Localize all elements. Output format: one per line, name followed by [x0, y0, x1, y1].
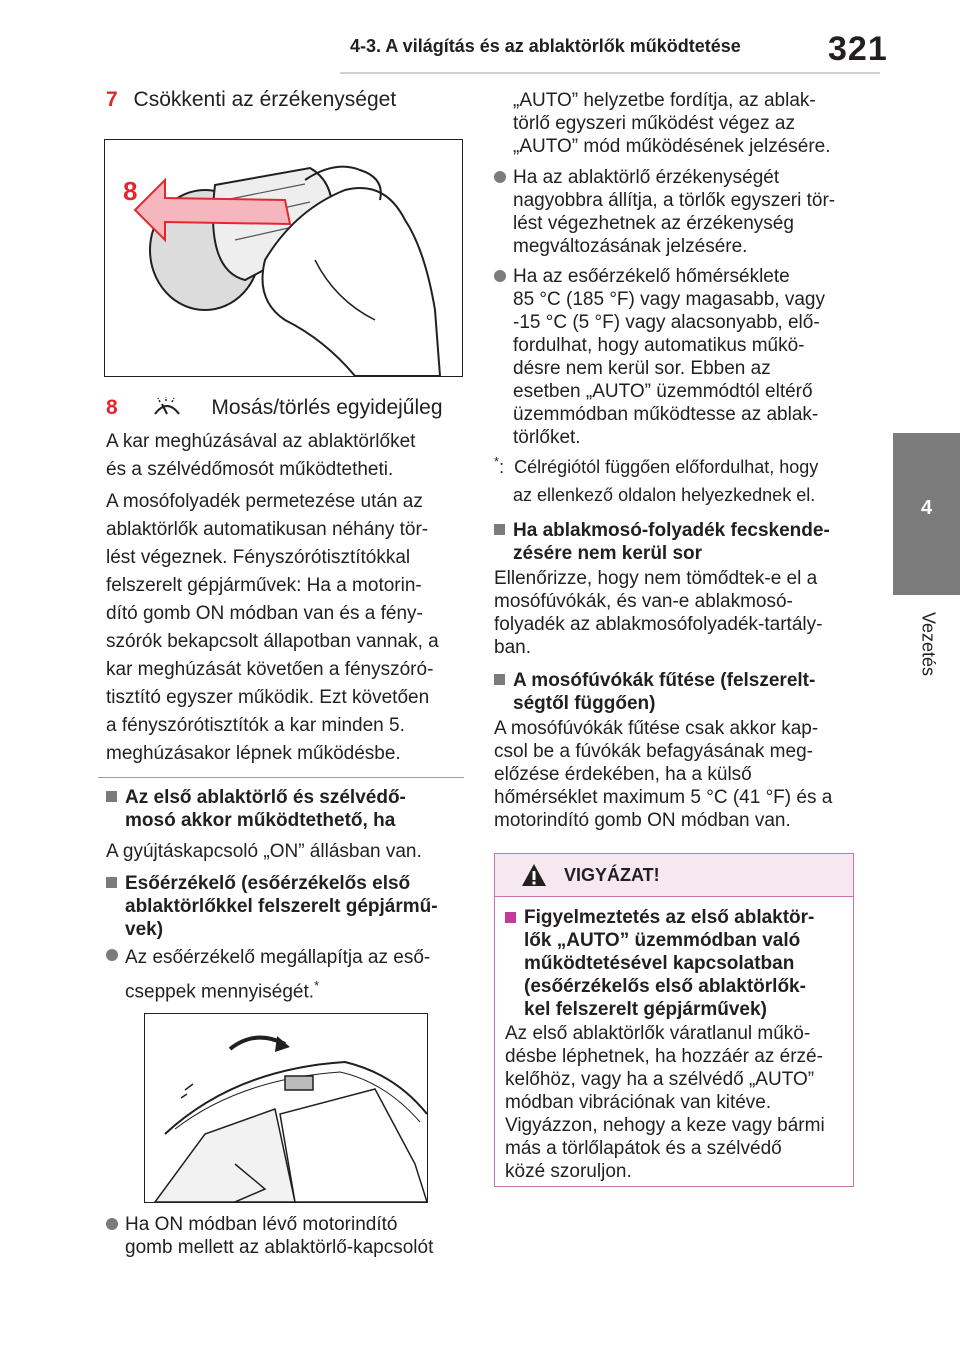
section-2-title [106, 872, 466, 941]
round-bullet-icon [494, 171, 506, 183]
text-line: csol be a fúvókák befagyásának meg- [494, 741, 813, 762]
footnote-mark: * [494, 454, 500, 469]
text-line: Vigyázzon, nehogy a keze vagy bármi [505, 1115, 825, 1136]
section-title-line: vek) [125, 919, 164, 940]
item-7-text: Csökkenti az érzékenységet [133, 88, 397, 111]
footnote-mark: * [314, 978, 320, 993]
text-line: folyadék az ablakmosófolyadék-tartály- [494, 614, 823, 635]
text-line: fordulhat, hogy automatikus műkö- [513, 335, 805, 356]
text-line: ban. [494, 637, 531, 658]
round-bullet-icon [494, 270, 506, 282]
auto-continuation [513, 89, 873, 158]
square-bullet-icon [505, 912, 516, 923]
text-line: Ha az esőérzékelő hőmérséklete [513, 266, 790, 287]
text-line: tisztító egyszer működik. Ezt követően [106, 687, 430, 708]
item-8-number: 8 [106, 396, 118, 419]
section-title-line: mosó akkor működtethető, ha [125, 810, 396, 831]
item-7 [106, 88, 396, 112]
section-title-line: A mosófúvókák fűtése (felszerelt- [513, 670, 816, 691]
text-line: törlő egyszeri működést végez az [513, 113, 795, 134]
text-line: Ha ON módban lévő motorindító [125, 1214, 398, 1235]
item-7-number: 7 [106, 88, 118, 111]
text-line: -15 °C (5 °F) vagy alacsonyabb, elő- [513, 312, 820, 333]
chapter-tab [893, 433, 960, 595]
figure-wiper-lever [104, 139, 463, 377]
round-bullet-icon [106, 949, 118, 961]
text-line: Ellenőrizze, hogy nem tömődtek-e el a [494, 568, 818, 589]
section-4-title [494, 669, 864, 715]
section-3-text [494, 567, 864, 659]
header-divider [340, 72, 880, 74]
round-bullet-icon [106, 1218, 118, 1230]
figure-windshield [144, 1013, 428, 1203]
text-line: hőmérséklet maximum 5 °C (41 °F) és a [494, 787, 833, 808]
text-line: „AUTO” mód működésének jelzésére. [513, 136, 831, 157]
warning-title [505, 906, 845, 1021]
text-line: megváltozásának jelzésére. [513, 236, 748, 257]
text-line: A mosófúvókák fűtése csak akkor kap- [494, 718, 819, 739]
arrow-label: 8 [123, 176, 138, 206]
text-line: a fényszórótisztítók a kar minden 5. [106, 715, 405, 736]
section-title-line: Az első ablaktörlő és szélvédő- [125, 787, 406, 808]
text-line: motorindító gomb ON módban van. [494, 810, 791, 831]
footnote-separator: : [499, 457, 505, 477]
section-title-line: kel felszerelt gépjárművek) [524, 999, 767, 1020]
square-bullet-icon [494, 674, 505, 685]
sensitivity-bullet [494, 166, 864, 258]
warning-triangle-icon [521, 863, 547, 887]
text-line: és a szélvédőmosót működtetheti. [106, 459, 394, 480]
text-line: felszerelt gépjárművek: Ha a motorin- [106, 575, 422, 596]
text-line: désbe léphetnek, ha hozzáér az érzé- [505, 1046, 823, 1067]
text-line: cseppek mennyiségét. [125, 981, 315, 1003]
item-8 [106, 396, 466, 420]
section-title-line: működtetésével kapcsolatban [524, 953, 795, 974]
text-line: más a törlőlapátok és a szélvédő [505, 1138, 782, 1159]
text-line: törlőket. [513, 427, 581, 448]
section-title-line: zésére nem kerül sor [513, 543, 703, 564]
chapter-number: 4 [920, 497, 933, 519]
text-line: lést végezhetnek az érzékenység [513, 213, 794, 234]
text-line: Az első ablaktörlők váratlanul műkö- [505, 1023, 811, 1044]
text-line: kelőhöz, vagy ha a szélvédő „AUTO” [505, 1069, 815, 1090]
text-line: módban vibrációnak van kitéve. [505, 1092, 772, 1113]
rain-sensor-bullet [106, 944, 466, 1006]
section-3-title [494, 519, 864, 565]
chapter-label: Vezetés [918, 611, 939, 677]
section-title-line: (esőérzékelős első ablaktörlők- [524, 976, 806, 997]
section-title-line: Ha ablakmosó-folyadék fecskende- [513, 520, 830, 541]
text-line: mosófúvókák, és van-e ablakmosó- [494, 591, 793, 612]
text-line: dító gomb ON módban van és a fény- [106, 603, 423, 624]
text-line: esetben „AUTO” üzemmódtól eltérő [513, 381, 813, 402]
section-4-text [494, 717, 864, 832]
text-line: nagyobbra állítja, a törlők egyszeri tör- [513, 190, 836, 211]
windshield-rain-sensor-illustration [145, 1014, 427, 1202]
text-line: lést végeznek. Fényszórótisztítókkal [106, 547, 411, 568]
item-8-text: Mosás/törlés egyidejűleg [211, 396, 443, 419]
text-line: A kar meghúzásával az ablaktörlőket [106, 431, 416, 452]
temperature-bullet [494, 265, 864, 449]
section-title-line: lők „AUTO” üzemmódban való [524, 930, 801, 951]
warning-text [505, 1022, 845, 1183]
text-line: 85 °C (185 °F) vagy magasabb, vagy [513, 289, 825, 310]
paragraph-2 [106, 488, 466, 768]
section-1-title [106, 786, 466, 832]
warning-label: VIGYÁZAT! [564, 865, 660, 885]
text-line: kar meghúzását követően a fényszóró- [106, 659, 434, 680]
paragraph-1 [106, 428, 466, 484]
square-bullet-icon [494, 524, 505, 535]
square-bullet-icon [106, 791, 117, 802]
text-line: désre nem kerül sor. Ebben az [513, 358, 771, 379]
warning-header [495, 854, 853, 897]
chapter-label-container [898, 602, 958, 692]
text-line: üzemmódban működtesse az ablak- [513, 404, 819, 425]
text-line: ablaktörlők automatikusan néhány tör- [106, 519, 429, 540]
text-line: előzése érdekében, ha a külső [494, 764, 752, 785]
text-line: szórók bekapcsolt állapotban vannak, a [106, 631, 439, 652]
text-line: az ellenkező oldalon helyezkednek el. [513, 485, 816, 505]
warning-box [494, 853, 854, 1187]
section-1-text: A gyújtáskapcsoló „ON” állásban van. [106, 841, 422, 862]
section-title-line: Esőérzékelő (esőérzékelős első [125, 873, 411, 894]
text-line: „AUTO” helyzetbe fordítja, az ablak- [513, 90, 816, 111]
text-line: A mosófolyadék permetezése után az [106, 491, 423, 512]
section-title: 4-3. A világítás és az ablaktörlők működtetése [350, 36, 741, 56]
text-line: gomb mellett az ablaktörlő-kapcsolót [125, 1237, 434, 1258]
page-number: 321 [828, 30, 888, 68]
washer-wiper-icon [152, 396, 182, 418]
section-divider [98, 777, 464, 778]
hand-on-wiper-lever-illustration [105, 140, 462, 376]
text-line: Az esőérzékelő megállapítja az eső- [125, 947, 431, 968]
section-title-line: ablaktörlőkkel felszerelt gépjármű- [125, 896, 438, 917]
text-line: közé szoruljon. [505, 1161, 632, 1182]
text-line: Célrégiótól függően előfordulhat, hogy [514, 457, 819, 477]
text-line: meghúzásakor lépnek működésbe. [106, 743, 401, 764]
square-bullet-icon [106, 877, 117, 888]
text-line: Ha az ablaktörlő érzékenységét [513, 167, 780, 188]
section-title-line: Figyelmeztetés az első ablaktör- [524, 907, 815, 928]
auto-switch-bullet [106, 1213, 466, 1259]
footnote [494, 448, 864, 509]
section-title-line: ségtől függően) [513, 693, 656, 714]
